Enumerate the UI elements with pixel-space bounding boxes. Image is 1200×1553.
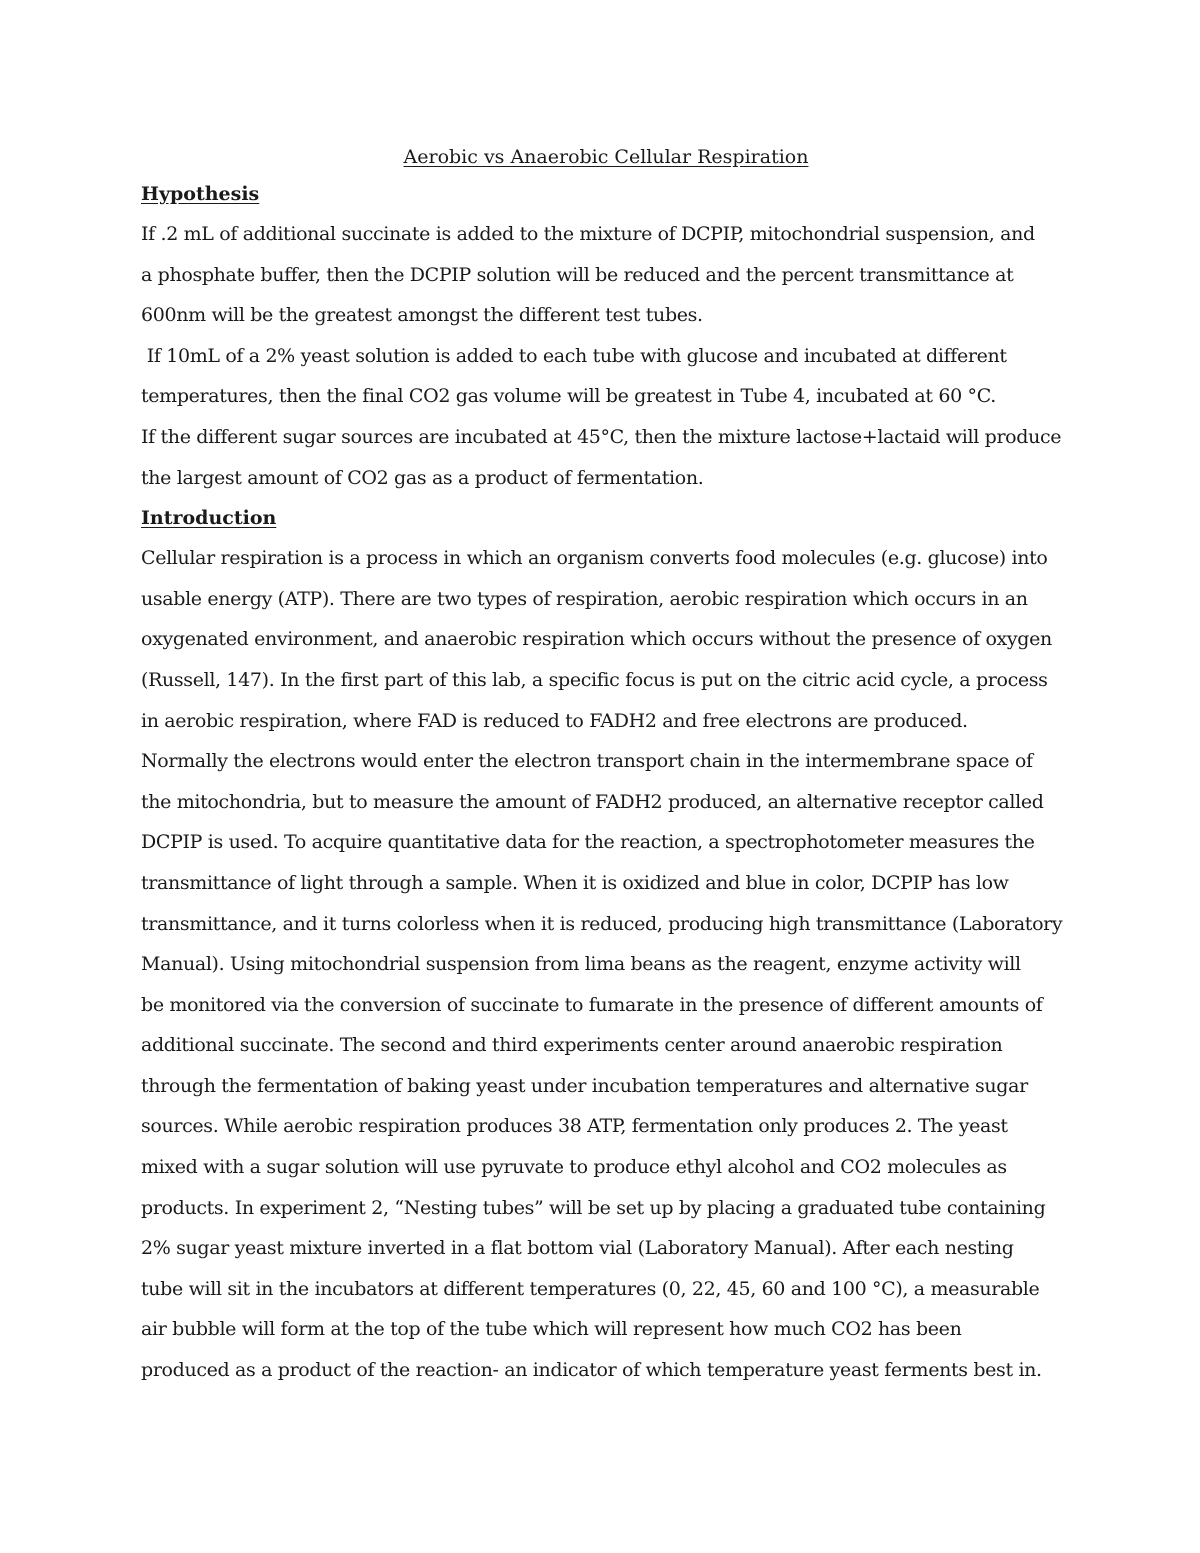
introduction-line: tube will sit in the incubators at different temperatures (0, 22, 45, 60 and 100 °C), a measurable [141, 1277, 1040, 1300]
introduction-line: the mitochondria, but to measure the amount of FADH2 produced, an alternative receptor called [141, 790, 1044, 813]
introduction-line: transmittance of light through a sample. When it is oxidized and blue in color, DCPIP has low [141, 871, 1009, 894]
introduction-section [141, 498, 1071, 1390]
introduction-line: usable energy (ATP). There are two types of respiration, aerobic respiration which occurs in an [141, 587, 1028, 610]
introduction-line: be monitored via the conversion of succinate to fumarate in the presence of different amounts of [141, 993, 1043, 1016]
hypothesis-line: a phosphate buffer, then the DCPIP solution will be reduced and the percent transmittance at [141, 263, 1014, 286]
introduction-line: DCPIP is used. To acquire quantitative data for the reaction, a spectrophotometer measures the [141, 831, 1035, 854]
introduction-line: products. In experiment 2, “Nesting tubes” will be set up by placing a graduated tube containing [141, 1196, 1046, 1219]
introduction-line: oxygenated environment, and anaerobic respiration which occurs without the presence of oxygen [141, 628, 1052, 651]
hypothesis-body [141, 214, 1071, 498]
hypothesis-line: If .2 mL of additional succinate is added to the mixture of DCPIP, mitochondrial suspension, and [141, 223, 1035, 245]
introduction-line: air bubble will form at the top of the tube which will represent how much CO2 has been [141, 1318, 962, 1341]
hypothesis-line: If the different sugar sources are incubated at 45°C, then the mixture lactose+lactaid will produce [141, 425, 1062, 448]
introduction-line: Manual). Using mitochondrial suspension from lima beans as the reagent, enzyme activity will [141, 953, 1021, 976]
hypothesis-line: If 10mL of a 2% yeast solution is added to each tube with glucose and incubated at different [141, 344, 1007, 367]
introduction-line: mixed with a sugar solution will use pyruvate to produce ethyl alcohol and CO2 molecules as [141, 1156, 1007, 1179]
hypothesis-line: temperatures, then the final CO2 gas volume will be greatest in Tube 4, incubated at 60 °C. [141, 385, 996, 408]
introduction-heading: Introduction [141, 507, 277, 530]
introduction-line: in aerobic respiration, where FAD is reduced to FADH2 and free electrons are produced. [141, 709, 968, 732]
introduction-line: Cellular respiration is a process in which an organism converts food molecules (e.g. glucose) into [141, 547, 1048, 570]
introduction-line: additional succinate. The second and third experiments center around anaerobic respiration [141, 1034, 1003, 1057]
introduction-line: Normally the electrons would enter the electron transport chain in the intermembrane space of [141, 750, 1033, 773]
introduction-line: transmittance, and it turns colorless when it is reduced, producing high transmittance (Laboratory [141, 912, 1063, 935]
hypothesis-line: the largest amount of CO2 gas as a product of fermentation. [141, 466, 704, 489]
introduction-line: through the fermentation of baking yeast under incubation temperatures and alternative sugar [141, 1074, 1028, 1097]
hypothesis-line: 600nm will be the greatest amongst the different test tubes. [141, 304, 703, 327]
hypothesis-section [141, 174, 1071, 498]
introduction-line: sources. While aerobic respiration produces 38 ATP, fermentation only produces 2. The yeast [141, 1115, 1008, 1138]
introduction-line: produced as a product of the reaction- an indicator of which temperature yeast ferments best in. [141, 1359, 1042, 1382]
introduction-body [141, 538, 1071, 1390]
hypothesis-heading: Hypothesis [141, 183, 260, 205]
introduction-line: (Russell, 147). In the first part of this lab, a specific focus is put on the citric acid cycle, a process [141, 668, 1048, 691]
document-title: Aerobic vs Anaerobic Cellular Respiration [403, 146, 809, 168]
introduction-line: 2% sugar yeast mixture inverted in a flat bottom vial (Laboratory Manual). After each nesting [141, 1237, 1014, 1260]
document-page [141, 140, 1071, 1391]
